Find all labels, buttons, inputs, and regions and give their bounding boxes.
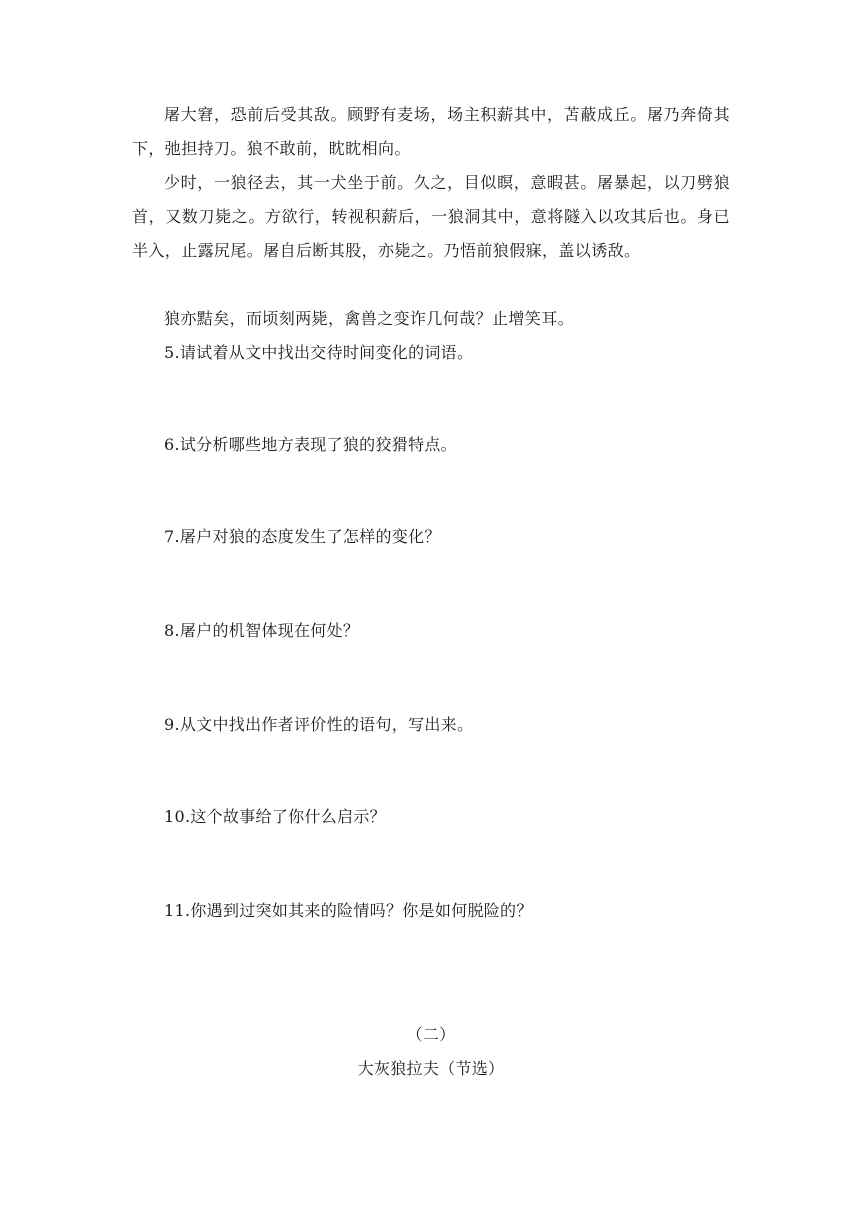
- passage-paragraph-3: 狼亦黠矣，而顷刻两毙，禽兽之变诈几何哉？止增笑耳。: [164, 309, 575, 328]
- question-5: 5.请试着从文中找出交待时间变化的词语。: [164, 343, 474, 362]
- passage-paragraph-2: 少时，一狼径去，其一犬坐于前。久之，目似瞑，意暇甚。屠暴起，以刀劈狼首，又数刀毙之。方欲行，转视积薪后，一狼洞其中，意将隧入以攻其后也。身已半入，止露尻尾。屠自后断其股，亦毙之。乃悟前狼假寐，盖以诱敌。: [132, 173, 730, 260]
- section-title: 大灰狼拉夫（节选）: [357, 1059, 505, 1078]
- passage-paragraph-1: 屠大窘，恐前后受其敌。顾野有麦场，场主积薪其中，苫蔽成丘。屠乃奔倚其下，弛担持刀。狼不敢前，眈眈相向。: [132, 105, 730, 158]
- question-11: 11.你遇到过突如其来的险情吗？你是如何脱险的？: [164, 901, 533, 920]
- question-6: 6.试分析哪些地方表现了狼的狡猾特点。: [164, 435, 457, 454]
- question-8: 8.屠户的机智体现在何处？: [164, 621, 360, 640]
- question-10: 10.这个故事给了你什么启示？: [164, 807, 386, 826]
- section-number: （二）: [406, 1025, 456, 1044]
- question-7: 7.屠户对狼的态度发生了怎样的变化？: [164, 527, 441, 546]
- question-9: 9.从文中找出作者评价性的语句，写出来。: [164, 715, 474, 734]
